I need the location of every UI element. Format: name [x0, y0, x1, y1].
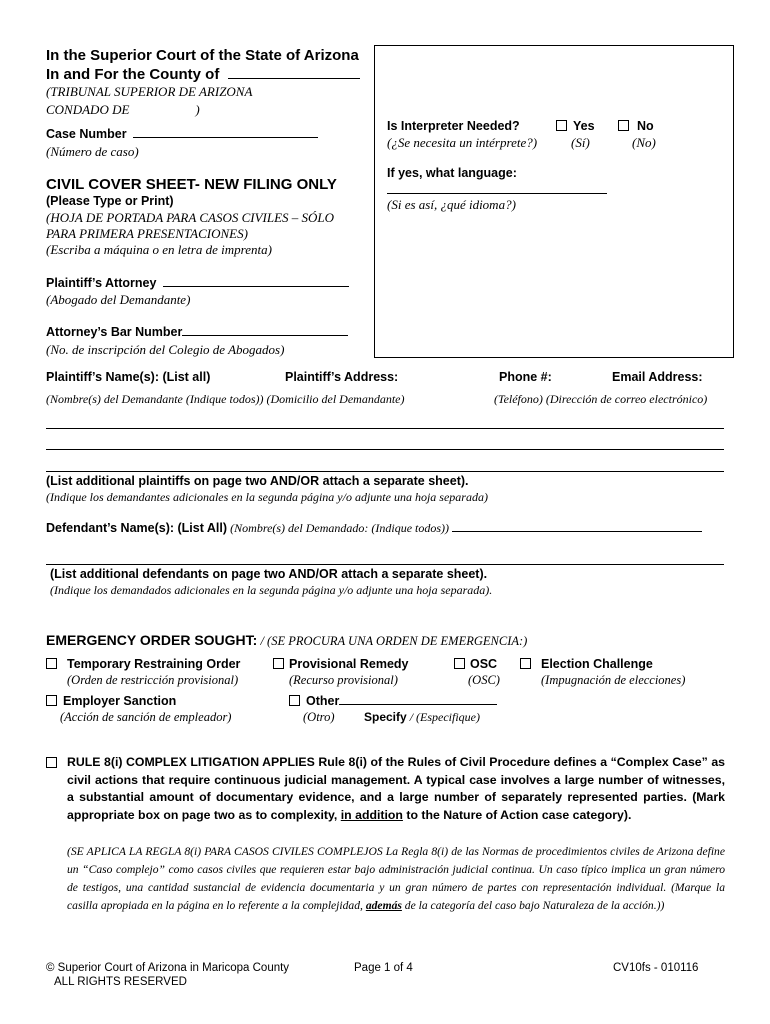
county-field[interactable] [228, 78, 360, 79]
plaintiff-line-3[interactable] [46, 471, 724, 472]
rule8-paragraph-es [67, 843, 725, 915]
plaintiff-name-header: Plaintiff’s Name(s): (List all) [46, 370, 211, 384]
employer-sanction-checkbox[interactable] [46, 695, 57, 706]
additional-defendants-es: (Indique los demandados adicionales en la segunda página y/o adjunte una hoja separada). [50, 583, 493, 597]
court-es-paren: ) [195, 102, 200, 117]
email-header: Email Address: [612, 370, 703, 384]
language-field[interactable] [387, 193, 607, 194]
plaintiff-attorney-field[interactable] [163, 286, 349, 287]
defendant-line[interactable] [46, 564, 724, 565]
court-es-line1: (TRIBUNAL SUPERIOR DE ARIZONA [46, 84, 253, 99]
plaintiff-headers-es: (Nombre(s) del Demandante (Indique todos)) (Domicilio del Demandante) [46, 392, 405, 406]
case-number-row [46, 127, 318, 141]
other-label: Other [306, 694, 340, 708]
court-name-line1: In the Superior Court of the State of Arizona [46, 47, 359, 64]
plaintiff-line-1[interactable] [46, 428, 724, 429]
footer-rights: ALL RIGHTS RESERVED [54, 976, 187, 988]
additional-plaintiffs-note: (List additional plaintiffs on page two AND/OR attach a separate sheet). [46, 474, 469, 488]
bar-number-label: Attorney’s Bar Number [46, 325, 183, 339]
phone-email-es: (Teléfono) (Dirección de correo electrónico) [494, 392, 708, 406]
rule8-es-text-end: de la categoría del caso bajo Naturaleza de la acción.)) [401, 899, 665, 912]
plaintiff-address-header: Plaintiff’s Address: [285, 370, 399, 384]
court-county-line [46, 66, 360, 83]
rule8-es-text: (SE APLICA LA REGLA 8(i) PARA CASOS CIVILES COMPLEJOS La Regla 8(i) de las Normas de procedimientos civiles de Arizona define un “Caso complejo” como casos civiles que requieren estar bajo administración judicial continua. Un caso típico implica un gran número de testigos, una cantidad sustancial de evidencia documentaria y un gran número de partes con representación individual. (Marque la casilla apropiada en la página en lo referente a la complejidad, [67, 845, 725, 912]
other-checkbox[interactable] [289, 695, 300, 706]
court-county-label: In and For the County of [46, 66, 220, 83]
specify-row [364, 710, 480, 725]
other-es: (Otro) [303, 710, 335, 724]
election-challenge-checkbox[interactable] [520, 658, 531, 669]
rule8-in-addition: in addition [340, 807, 403, 822]
tro-checkbox[interactable] [46, 658, 57, 669]
phone-header: Phone #: [499, 370, 552, 384]
defendant-es: (Nombre(s) del Demandado: (Indique todos)) [230, 521, 450, 535]
rule8-es-ademas: además [365, 899, 402, 912]
interpreter-yes-checkbox[interactable] [556, 120, 567, 131]
osc-checkbox[interactable] [454, 658, 465, 669]
emergency-es: / (SE PROCURA UNA ORDEN DE EMERGENCIA:) [257, 634, 528, 648]
emergency-label: EMERGENCY ORDER SOUGHT: [46, 632, 258, 648]
court-es-line2 [46, 102, 200, 118]
plaintiff-attorney-label: Plaintiff’s Attorney [46, 276, 157, 290]
plaintiff-attorney-es: (Abogado del Demandante) [46, 292, 191, 307]
rule8-text: RULE 8(i) COMPLEX LITIGATION APPLIES Rule 8(i) of the Rules of Civil Procedure defines a “Complex Case” as civil actions that require continuous judicial management. A typical case involves a large number of witnesses, a substantial amount of documentary evidence, and a large number of separately represented parties. (Mark appropriate box on page two as to complexity, [67, 755, 725, 822]
defendant-label: Defendant’s Name(s): (List All) [46, 521, 228, 535]
interpreter-yes-es: (Sí) [571, 135, 590, 150]
language-label: If yes, what language: [387, 166, 517, 180]
osc-label: OSC [470, 657, 498, 671]
defendant-field[interactable] [452, 531, 702, 532]
employer-sanction-label: Employer Sanction [63, 694, 177, 708]
rule8-text-end: to the Nature of Action case category). [402, 807, 632, 822]
language-es: (Si es así, ¿qué idioma?) [387, 197, 516, 212]
tro-es: (Orden de restricción provisional) [67, 673, 239, 687]
case-number-label: Case Number [46, 127, 127, 141]
bar-number-es: (No. de inscripción del Colegio de Abogados) [46, 342, 285, 357]
court-es-county-label: CONDADO DE [46, 102, 130, 117]
emergency-header [46, 632, 527, 650]
osc-es: (OSC) [468, 673, 500, 687]
employer-sanction-es: (Acción de sanción de empleador) [60, 710, 232, 724]
form-title-es1: (HOJA DE PORTADA PARA CASOS CIVILES – SÓLO [46, 210, 335, 225]
specify-es: / (Especifique) [406, 710, 480, 724]
additional-defendants-note: (List additional defendants on page two AND/OR attach a separate sheet). [50, 567, 488, 581]
plaintiff-attorney-row [46, 276, 349, 290]
election-challenge-label: Election Challenge [541, 657, 653, 671]
footer-copyright: © Superior Court of Arizona in Maricopa County [46, 962, 290, 974]
interpreter-no-label: No [637, 119, 654, 133]
specify-label: Specify [364, 710, 407, 724]
case-number-es: (Número de caso) [46, 144, 139, 159]
other-row [306, 694, 497, 708]
footer-form-id: CV10fs - 010116 [613, 962, 699, 974]
bar-number-field[interactable] [182, 335, 348, 336]
case-number-field[interactable] [133, 137, 318, 138]
provisional-remedy-label: Provisional Remedy [289, 657, 409, 671]
footer-page: Page 1 of 4 [354, 962, 413, 974]
provisional-remedy-checkbox[interactable] [273, 658, 284, 669]
additional-plaintiffs-es: (Indique los demandantes adicionales en la segunda página y/o adjunte una hoja separada) [46, 490, 488, 504]
bar-number-row [46, 325, 348, 339]
form-subtitle: (Please Type or Print) [46, 194, 174, 208]
form-title-es2: PARA PRIMERA PRESENTACIONES) [46, 226, 248, 241]
other-field[interactable] [339, 704, 497, 705]
interpreter-question: Is Interpreter Needed? [387, 119, 520, 133]
interpreter-no-checkbox[interactable] [618, 120, 629, 131]
form-title-es3: (Escriba a máquina o en letra de imprenta) [46, 242, 272, 257]
plaintiff-line-2[interactable] [46, 449, 724, 450]
interpreter-no-es: (No) [632, 135, 656, 150]
interpreter-yes-label: Yes [573, 119, 595, 133]
provisional-remedy-es: (Recurso provisional) [289, 673, 398, 687]
form-title: CIVIL COVER SHEET- NEW FILING ONLY [46, 176, 337, 193]
rule8-paragraph [67, 754, 725, 824]
defendant-row [46, 521, 702, 536]
tro-label: Temporary Restraining Order [67, 657, 241, 671]
election-challenge-es: (Impugnación de elecciones) [541, 673, 686, 687]
complex-litigation-checkbox[interactable] [46, 757, 57, 768]
interpreter-question-es: (¿Se necesita un intérprete?) [387, 135, 538, 150]
